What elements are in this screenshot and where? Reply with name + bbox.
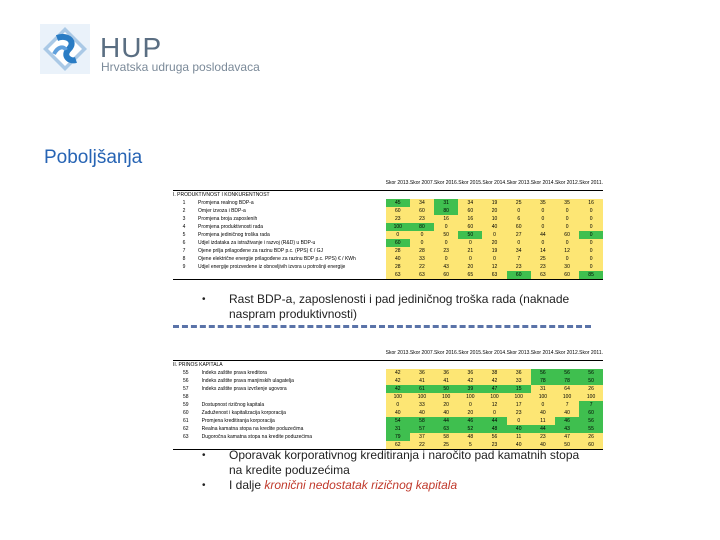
page-title: Poboljšanja	[44, 147, 143, 168]
score-cell: 50	[458, 231, 482, 239]
score-cell: 7	[555, 401, 579, 409]
score-cell: 60	[434, 271, 458, 280]
score-cell: 44	[531, 425, 555, 433]
score-cell: 100	[555, 393, 579, 401]
score-cell: 34	[507, 247, 531, 255]
row-index: 60	[183, 410, 189, 416]
score-cell: 23	[482, 441, 506, 450]
score-cell: 23	[507, 409, 531, 417]
score-cell: 47	[482, 385, 506, 393]
score-cell: 39	[458, 385, 482, 393]
score-cell: 44	[434, 417, 458, 425]
row-label: Omjer izvoza i BDP-a	[198, 208, 246, 214]
score-cell: 78	[555, 377, 579, 385]
row-label: Promjena produktivnosti rada	[198, 224, 264, 230]
score-cell: 20	[482, 207, 506, 215]
score-cell: 47	[555, 433, 579, 441]
score-cell: 56	[579, 369, 603, 377]
score-cell: 5	[458, 441, 482, 450]
score-cell: 42	[386, 369, 410, 377]
capital-row	[173, 433, 603, 441]
hup-logo-icon	[40, 24, 90, 74]
capital-row	[173, 377, 603, 385]
score-cell: 56	[531, 369, 555, 377]
score-cell: 35	[555, 199, 579, 207]
score-cell: 23	[531, 433, 555, 441]
row-index: 61	[183, 418, 189, 424]
score-cell: 0	[579, 263, 603, 271]
score-cell: 0	[531, 239, 555, 247]
dashed-divider	[173, 325, 591, 328]
score-cell: 34	[458, 199, 482, 207]
capital-header-cell: Skor 2007.	[409, 350, 435, 356]
row-index: 56	[183, 378, 189, 384]
score-cell: 0	[555, 215, 579, 223]
score-cell: 41	[410, 377, 434, 385]
score-cell: 12	[482, 401, 506, 409]
row-index: 3	[182, 216, 186, 222]
row-index: 4	[182, 224, 186, 230]
score-cell: 60	[555, 271, 579, 280]
score-cell: 21	[458, 247, 482, 255]
score-cell: 16	[458, 215, 482, 223]
productivity-header-cell: Skor 2012.	[554, 180, 580, 186]
score-cell: 11	[531, 417, 555, 425]
score-cell: 0	[458, 239, 482, 247]
score-cell: 40	[507, 425, 531, 433]
score-cell: 0	[410, 231, 434, 239]
score-cell: 50	[579, 377, 603, 385]
score-cell: 63	[386, 271, 410, 280]
score-cell: 26	[579, 433, 603, 441]
score-cell: 60	[458, 207, 482, 215]
score-cell: 42	[482, 377, 506, 385]
capital-header-cell: Skor 2012.	[554, 350, 580, 356]
productivity-header-cell: Skor 2016.	[434, 180, 459, 186]
score-cell: 0	[482, 409, 506, 417]
score-cell: 0	[579, 207, 603, 215]
row-label: Indeks zaštite prava manjinskih ulagatelja	[201, 378, 294, 384]
productivity-header-cell: Skor 2014.	[530, 180, 555, 186]
row-index: 59	[183, 402, 189, 408]
score-cell: 0	[458, 255, 482, 263]
score-cell: 100	[482, 393, 506, 401]
score-cell: 100	[386, 223, 410, 231]
score-cell: 0	[410, 239, 434, 247]
score-cell: 52	[458, 425, 482, 433]
score-cell: 16	[579, 199, 603, 207]
score-cell: 17	[507, 401, 531, 409]
row-index: 55	[183, 370, 189, 376]
score-cell: 63	[434, 425, 458, 433]
score-cell: 0	[531, 215, 555, 223]
score-cell: 22	[410, 263, 434, 271]
productivity-row	[173, 263, 603, 271]
score-cell: 0	[386, 231, 410, 239]
score-cell: 78	[531, 377, 555, 385]
score-cell: 56	[579, 417, 603, 425]
score-cell: 60	[579, 409, 603, 417]
score-cell: 100	[410, 393, 434, 401]
score-cell: 33	[410, 401, 434, 409]
score-cell: 60	[507, 223, 531, 231]
score-cell: 0	[579, 247, 603, 255]
logo-subtitle: Hrvatska udruga poslodavaca	[101, 60, 260, 74]
score-cell: 46	[555, 417, 579, 425]
row-label: Realna kamatna stopa na kredite poduzećima	[201, 426, 304, 432]
score-cell: 44	[482, 417, 506, 425]
row-label: Promjena broja zaposlenih	[198, 216, 258, 222]
score-cell: 60	[386, 239, 410, 247]
productivity-section-title: I. PRODUKTIVNOST I KONKURENTNOST	[173, 191, 386, 200]
score-cell: 0	[434, 255, 458, 263]
score-cell: 28	[410, 247, 434, 255]
score-cell: 0	[531, 223, 555, 231]
productivity-row	[173, 199, 603, 207]
score-cell: 23	[410, 215, 434, 223]
capital-header-cell: Skor 2015.	[458, 350, 483, 356]
score-cell: 63	[531, 271, 555, 280]
score-cell: 80	[410, 223, 434, 231]
capital-header-cell: Skor 2016.	[434, 350, 459, 356]
score-cell: 10	[482, 215, 506, 223]
score-cell: 23	[531, 263, 555, 271]
capital-header-cell: Skor 2011.	[579, 350, 603, 356]
score-cell: 0	[507, 207, 531, 215]
capital-row	[173, 369, 603, 377]
score-cell: 38	[482, 369, 506, 377]
score-cell: 0	[555, 239, 579, 247]
score-cell: 100	[579, 393, 603, 401]
score-cell: 7	[507, 255, 531, 263]
score-cell: 0	[555, 207, 579, 215]
logo-name: HUP	[100, 32, 163, 63]
row-index: 62	[183, 426, 189, 432]
capital-row	[173, 409, 603, 417]
capital-row	[173, 425, 603, 433]
score-cell: 0	[434, 223, 458, 231]
score-cell: 63	[410, 271, 434, 280]
productivity-row	[173, 215, 603, 223]
score-cell: 63	[482, 271, 506, 280]
score-cell: 19	[482, 199, 506, 207]
row-label: Promjena jediničnog troška rada	[198, 232, 270, 238]
score-cell: 80	[434, 207, 458, 215]
capital-row	[173, 401, 603, 409]
score-cell: 0	[579, 215, 603, 223]
capital-row	[173, 417, 603, 425]
score-cell: 20	[482, 239, 506, 247]
score-cell: 40	[386, 409, 410, 417]
score-cell: 25	[434, 441, 458, 450]
score-cell: 23	[507, 263, 531, 271]
score-cell: 0	[555, 255, 579, 263]
capital-section-title: II. PRINOS KAPITALA	[173, 361, 386, 370]
score-cell: 0	[579, 231, 603, 239]
capital-header-cell: Skor 2013.	[506, 350, 531, 356]
score-cell: 14	[531, 247, 555, 255]
score-cell: 22	[410, 441, 434, 450]
score-cell: 40	[555, 409, 579, 417]
row-label	[199, 393, 386, 401]
score-cell: 20	[458, 263, 482, 271]
score-cell: 26	[579, 385, 603, 393]
score-cell: 0	[507, 417, 531, 425]
row-index: 58	[183, 394, 189, 400]
score-cell: 50	[555, 441, 579, 450]
row-index: 63	[183, 434, 189, 440]
score-cell: 40	[386, 255, 410, 263]
row-label: Promjena kreditiranja korporacija	[201, 418, 275, 424]
productivity-row	[173, 247, 603, 255]
score-cell: 23	[386, 215, 410, 223]
score-cell: 0	[579, 223, 603, 231]
bullet-risk-italic: kronični nedostatak rizičnog kapitala	[264, 478, 458, 492]
row-index	[173, 271, 195, 280]
score-cell: 12	[482, 263, 506, 271]
score-cell: 100	[386, 393, 410, 401]
score-cell: 27	[507, 231, 531, 239]
score-cell: 37	[410, 433, 434, 441]
row-label: Udjel energije proizvedene iz obnovljivih izvora u potrošnji energije	[198, 264, 346, 270]
score-cell: 23	[434, 247, 458, 255]
bullet-risk-capital	[229, 478, 589, 493]
row-label: Dugoročna kamatna stopa na kredite poduzećima	[201, 434, 312, 440]
score-cell: 55	[579, 425, 603, 433]
score-cell: 28	[386, 247, 410, 255]
productivity-row	[173, 239, 603, 247]
score-cell: 30	[555, 263, 579, 271]
bullet-credit: Oporavak korporativnog kreditiranja i naročito pad kamatnih stopa na kredite poduzećima	[229, 448, 580, 477]
score-cell: 0	[386, 401, 410, 409]
score-cell: 62	[386, 441, 410, 450]
row-label: Promjena realnog BDP-a	[198, 200, 254, 206]
row-index	[173, 441, 199, 450]
score-cell: 0	[531, 207, 555, 215]
row-index: 9	[182, 264, 186, 270]
score-cell: 7	[579, 401, 603, 409]
score-cell: 40	[434, 409, 458, 417]
score-cell: 41	[434, 377, 458, 385]
row-label: Dostupnost rizičnog kapitala	[201, 402, 265, 408]
score-cell: 0	[434, 239, 458, 247]
score-cell: 61	[410, 385, 434, 393]
score-cell: 100	[531, 393, 555, 401]
productivity-header-cell: Skor 2013.	[385, 180, 410, 186]
score-cell: 20	[458, 409, 482, 417]
bullet-dot: •	[202, 450, 206, 461]
capital-row	[173, 385, 603, 393]
capital-row	[173, 393, 603, 401]
productivity-header-cell: Skor 2013.	[506, 180, 531, 186]
score-cell: 54	[386, 417, 410, 425]
score-cell: 15	[507, 385, 531, 393]
row-index: 8	[182, 256, 186, 262]
row-index: 7	[182, 248, 186, 254]
score-cell: 25	[507, 199, 531, 207]
score-cell: 0	[579, 255, 603, 263]
score-cell: 60	[579, 441, 603, 450]
score-cell: 56	[555, 369, 579, 377]
score-cell: 0	[507, 239, 531, 247]
score-cell: 46	[458, 417, 482, 425]
score-cell: 60	[555, 231, 579, 239]
score-cell: 31	[434, 199, 458, 207]
score-cell: 19	[482, 247, 506, 255]
productivity-header-cell: Skor 2007.	[409, 180, 435, 186]
score-cell: 60	[458, 223, 482, 231]
row-label: Udjel izdataka za istraživanje i razvoj (R&D) u BDP-u	[198, 240, 316, 246]
score-cell: 64	[555, 385, 579, 393]
score-cell: 42	[386, 385, 410, 393]
score-cell: 60	[507, 271, 531, 280]
score-cell: 85	[579, 271, 603, 280]
productivity-row	[173, 231, 603, 239]
row-label: Ojene prilja prilagođene za razinu BDP p.c. (PPS) € / GJ	[198, 248, 323, 254]
score-cell: 42	[458, 377, 482, 385]
score-cell: 45	[386, 199, 410, 207]
score-cell: 48	[482, 425, 506, 433]
score-cell: 16	[434, 215, 458, 223]
score-cell: 0	[458, 401, 482, 409]
score-cell: 36	[434, 369, 458, 377]
score-cell: 36	[507, 369, 531, 377]
score-cell: 43	[434, 263, 458, 271]
row-label: Zaduženost i kapitalizacija korporacija	[201, 410, 286, 416]
score-cell: 11	[507, 433, 531, 441]
score-cell: 33	[410, 255, 434, 263]
score-cell: 20	[434, 401, 458, 409]
row-index: 2	[182, 208, 186, 214]
row-label	[195, 271, 386, 280]
score-cell: 60	[410, 207, 434, 215]
row-index: 6	[182, 240, 186, 246]
score-cell: 58	[410, 417, 434, 425]
row-index: 57	[183, 386, 189, 392]
score-cell: 40	[410, 409, 434, 417]
score-cell: 48	[458, 433, 482, 441]
score-cell: 6	[507, 215, 531, 223]
score-cell: 40	[507, 441, 531, 450]
capital-header-cell: Skor 2014.	[530, 350, 555, 356]
score-cell: 56	[482, 433, 506, 441]
productivity-header-cell: Skor 2015.	[458, 180, 483, 186]
score-cell: 0	[482, 255, 506, 263]
capital-table	[173, 346, 603, 450]
score-cell: 28	[386, 263, 410, 271]
row-index: 5	[182, 232, 186, 238]
capital-header-cell: Skor 2014.	[482, 350, 507, 356]
score-cell: 31	[386, 425, 410, 433]
productivity-row	[173, 255, 603, 263]
capital-header-cell: Skor 2013.	[385, 350, 410, 356]
score-cell: 36	[458, 369, 482, 377]
score-cell: 40	[531, 441, 555, 450]
score-cell: 36	[410, 369, 434, 377]
score-cell: 40	[482, 223, 506, 231]
score-cell: 50	[434, 385, 458, 393]
row-label: Indeks zaštite prava kreditora	[201, 370, 267, 376]
score-cell: 44	[531, 231, 555, 239]
score-cell: 33	[507, 377, 531, 385]
score-cell: 57	[410, 425, 434, 433]
score-cell: 58	[434, 433, 458, 441]
score-cell: 100	[434, 393, 458, 401]
bullet-dot: •	[202, 294, 206, 305]
score-cell: 25	[531, 255, 555, 263]
score-cell: 79	[386, 433, 410, 441]
bullet-risk-prefix: I dalje	[229, 478, 265, 492]
score-cell: 0	[482, 231, 506, 239]
score-cell: 43	[555, 425, 579, 433]
row-label: Indeks zaštite prava izvršenje ugovora	[201, 386, 287, 392]
productivity-row	[173, 223, 603, 231]
score-cell: 0	[531, 401, 555, 409]
score-cell: 35	[531, 199, 555, 207]
score-cell: 100	[507, 393, 531, 401]
productivity-table	[173, 176, 603, 280]
score-cell: 0	[555, 223, 579, 231]
score-cell: 40	[531, 409, 555, 417]
productivity-header-cell: Skor 2014.	[482, 180, 507, 186]
productivity-row	[173, 271, 603, 280]
bullet-growth: Rast BDP-a, zaposlenosti i pad jediničnog troška rada (naknade naspram produktivnosti)	[229, 292, 570, 321]
score-cell: 42	[386, 377, 410, 385]
score-cell: 12	[555, 247, 579, 255]
score-cell: 31	[531, 385, 555, 393]
row-label: Ojene električne energije prilagođene za razinu BDP p.c. PPS) € / KWh	[198, 256, 356, 262]
productivity-header-cell: Skor 2011.	[579, 180, 603, 186]
score-cell: 65	[458, 271, 482, 280]
score-cell: 100	[458, 393, 482, 401]
score-cell: 0	[579, 239, 603, 247]
productivity-row	[173, 207, 603, 215]
score-cell: 50	[434, 231, 458, 239]
bullet-dot: •	[202, 480, 206, 491]
score-cell: 34	[410, 199, 434, 207]
row-index: 1	[182, 200, 186, 206]
score-cell: 60	[386, 207, 410, 215]
